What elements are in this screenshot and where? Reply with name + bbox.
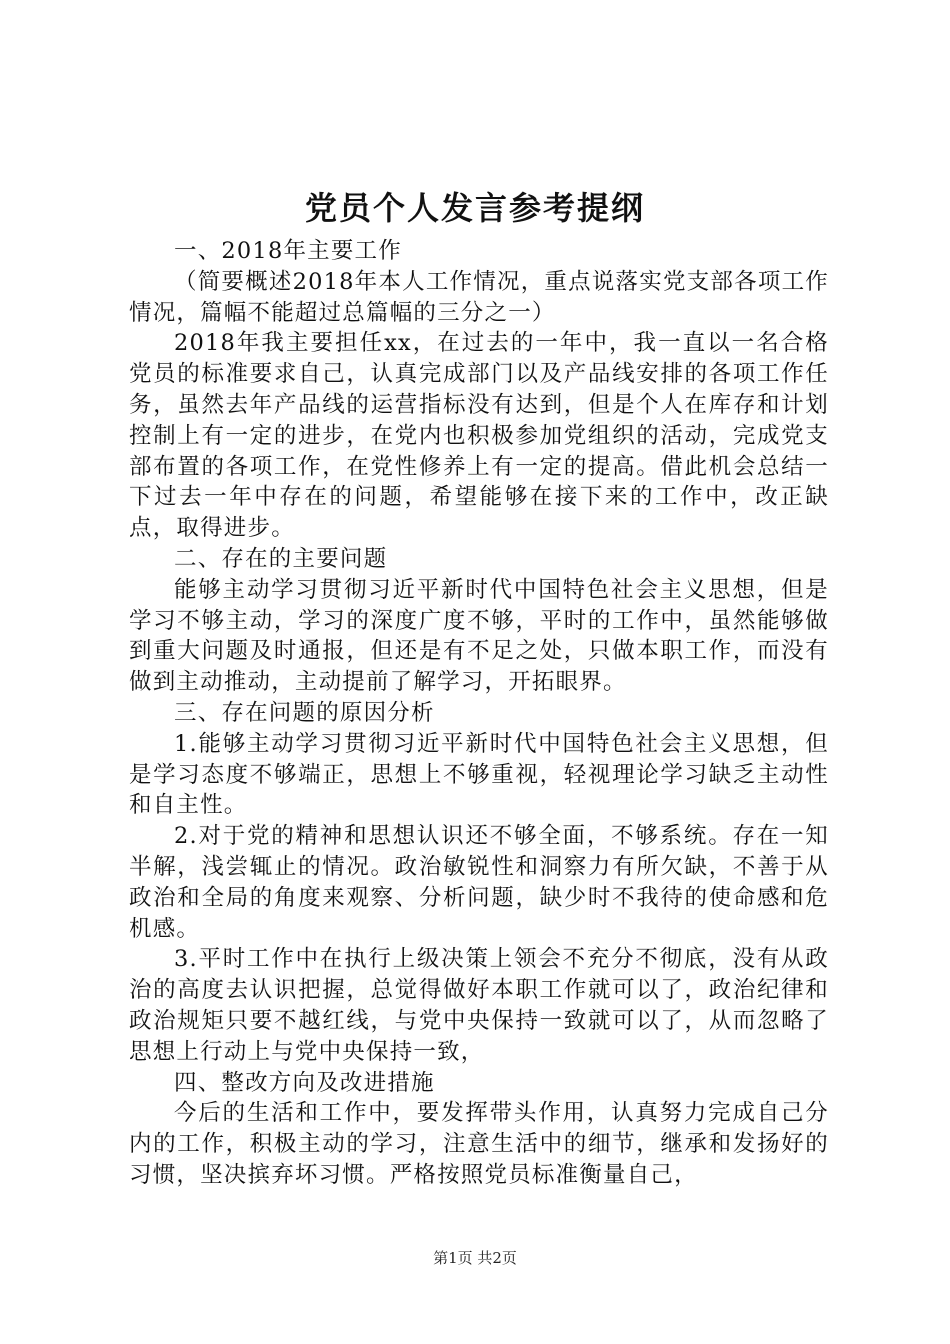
document-title: 党员个人发言参考提纲 [304,189,645,227]
document-body [129,236,829,1191]
paragraph-cause-1: 1.能够主动学习贯彻习近平新时代中国特色社会主义思想，但是学习态度不够端正，思想上不够重视，轻视理论学习缺乏主动性和自主性。 [129,730,829,819]
paragraph-measures: 今后的生活和工作中，要发挥带头作用，认真努力完成自己分内的工作，积极主动的学习，注意生活中的细节，继承和发扬好的习惯，坚决摈弃坏习惯。严格按照党员标准衡量自己， [129,1100,829,1188]
paragraph-problems: 能够主动学习贯彻习近平新时代中国特色社会主义思想，但是学习不够主动，学习的深度广度不够，平时的工作中，虽然能够做到重大问题及时通报，但还是有不足之处，只做本职工作，而没有做到主动推动，主动提前了解学习，开拓眼界。 [129,576,829,696]
section-heading-1: 一、2018年主要工作 [174,238,402,264]
page-number-footer: 第1页 共2页 [433,1249,517,1267]
section-heading-2: 二、存在的主要问题 [174,545,388,572]
paragraph-cause-3: 3.平时工作中在执行上级决策上领会不充分不彻底，没有从政治的高度去认识把握，总觉得做好本职工作就可以了，政治纪律和政治规矩只要不越红线，与党中央保持一致就可以了，从而忽略了思想上行动上与党中央保持一致， [129,946,829,1065]
section-heading-4: 四、整改方向及改进措施 [174,1069,435,1096]
section-heading-3: 三、存在问题的原因分析 [174,699,435,726]
paragraph-instructions: （简要概述2018年本人工作情况，重点说落实党支部各项工作情况，篇幅不能超过总篇幅的三分之一） [129,268,829,326]
paragraph-cause-2: 2.对于党的精神和思想认识还不够全面，不够系统。存在一知半解，浅尝辄止的情况。政治敏锐性和洞察力有所欠缺，不善于从政治和全局的角度来观察、分析问题，缺少时不我待的使命感和危机感。 [129,823,829,942]
paragraph-work-summary: 2018年我主要担任xx，在过去的一年中，我一直以一名合格党员的标准要求自己，认真完成部门以及产品线安排的各项工作任务，虽然去年产品线的运营指标没有达到，但是个人在库存和计划控制上有一定的进步，在党内也积极参加党组织的活动，完成党支部布置的各项工作，在党性修养上有一定的提高。借此机会总结一下过去一年中存在的问题，希望能够在接下来的工作中，改正缺点，取得进步。 [129,330,829,542]
